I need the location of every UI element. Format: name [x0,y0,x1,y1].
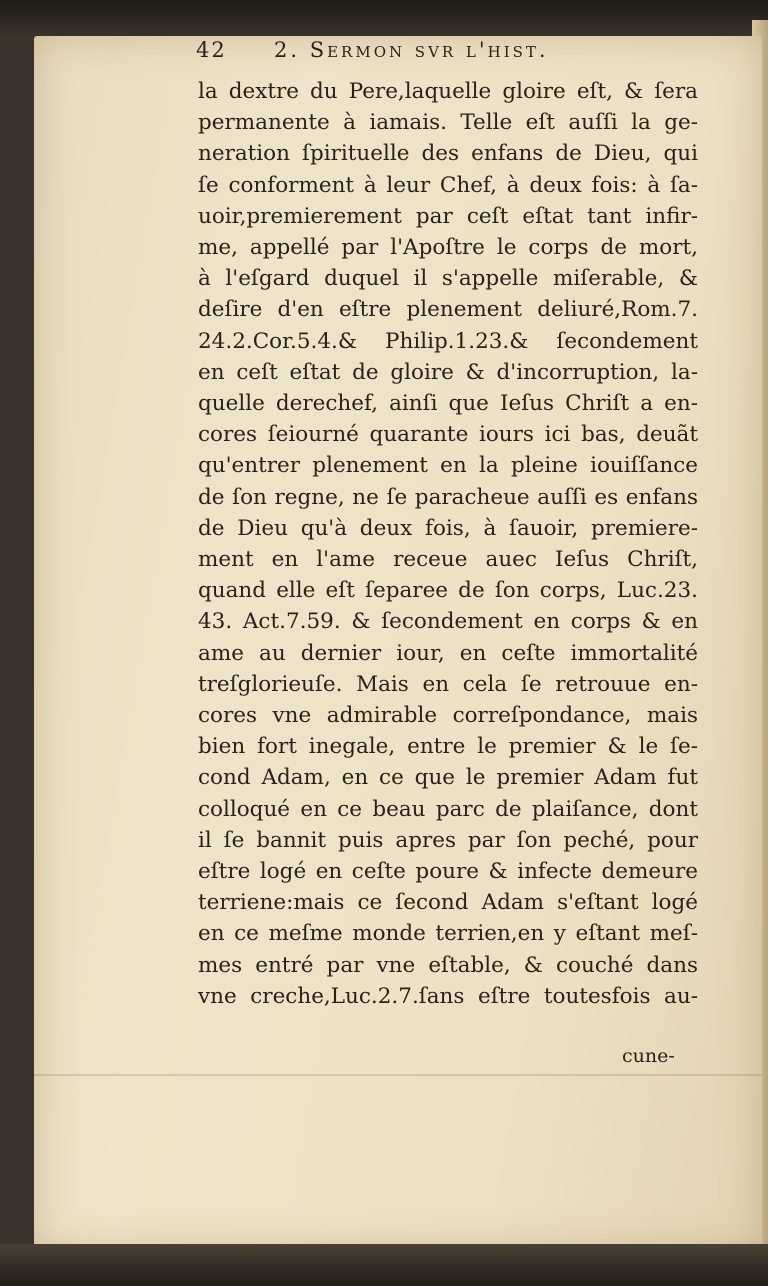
page-fold [34,1074,762,1076]
body-text [198,76,698,1012]
text-line: en ceſt eſtat de gloire & d'incorruption, la- [198,359,698,385]
text-line: ſe conforment à leur Chef, à deux fois: à ſa- [198,172,698,198]
text-line: deſire d'en eſtre plenement deliuré,Rom.7. [198,297,698,323]
text-line: il ſe bannit puis apres par ſon peché, pour [198,827,698,853]
text-line: cores ſeiourné quarante iours ici bas, deuãt [198,422,698,448]
page-number: 42 [196,38,227,62]
text-line: terriene:mais ce ſecond Adam s'eſtant logé [198,890,698,916]
text-line: me, appellé par l'Apoſtre le corps de mort, [198,235,698,261]
text-line: cond Adam, en ce que le premier Adam fut [198,765,698,791]
text-line: de Dieu qu'à deux fois, à ſauoir, premiere- [198,515,698,541]
text-line: à l'eſgard duquel il s'appelle miſerable, & [198,266,698,292]
text-line: 43. Act.7.59. & ſecondement en corps & en [198,609,698,635]
text-line: ame au dernier iour, en ceſte immortalité [198,640,698,666]
text-line: vne creche,Luc.2.7.ſans eſtre toutesfois au- [198,983,698,1009]
scan-background-top [0,0,768,40]
text-line: de ſon regne, ne ſe paracheue auſſi es enfans [198,484,698,510]
running-header [196,38,696,74]
text-line: en ce meſme monde terrien,en y eſtant meſ- [198,921,698,947]
text-line: mes entré par vne eſtable, & couché dans [198,952,698,978]
text-line: quand elle eſt ſeparee de ſon corps, Luc.23. [198,578,698,604]
text-line: cores vne admirable correſpondance, mais [198,703,698,729]
text-line: qu'entrer plenement en la pleine iouiſſance [198,453,698,479]
text-line: eſtre logé en ceſte poure & infecte demeure [198,859,698,885]
text-line: neration ſpirituelle des enfans de Dieu, qui [198,141,698,167]
text-line: colloqué en ce beau parc de plaiſance, dont [198,796,698,822]
text-line: ment en l'ame receue auec Ieſus Chriſt, [198,547,698,573]
text-line: quelle derechef, ainſi que Ieſus Chriſt a en- [198,391,698,417]
text-line: permanente à iamais. Telle eſt auſſi la ge- [198,110,698,136]
text-line: treſglorieuſe. Mais en cela ſe retrouue en- [198,671,698,697]
text-line: la dextre du Pere,laquelle gloire eſt, & ſera [198,79,698,104]
text-line: uoir,premierement par ceſt eſtat tant infir- [198,203,698,229]
text-line: bien fort inegale, entre le premier & le ſe- [198,734,698,760]
scan-background-bottom [0,1244,768,1286]
running-title: 2. Sermon svr l'hist. [274,38,549,62]
text-line: 24.2.Cor.5.4.& Philip.1.23.& ſecondement [198,328,698,354]
catchword: cune- [622,1045,675,1067]
